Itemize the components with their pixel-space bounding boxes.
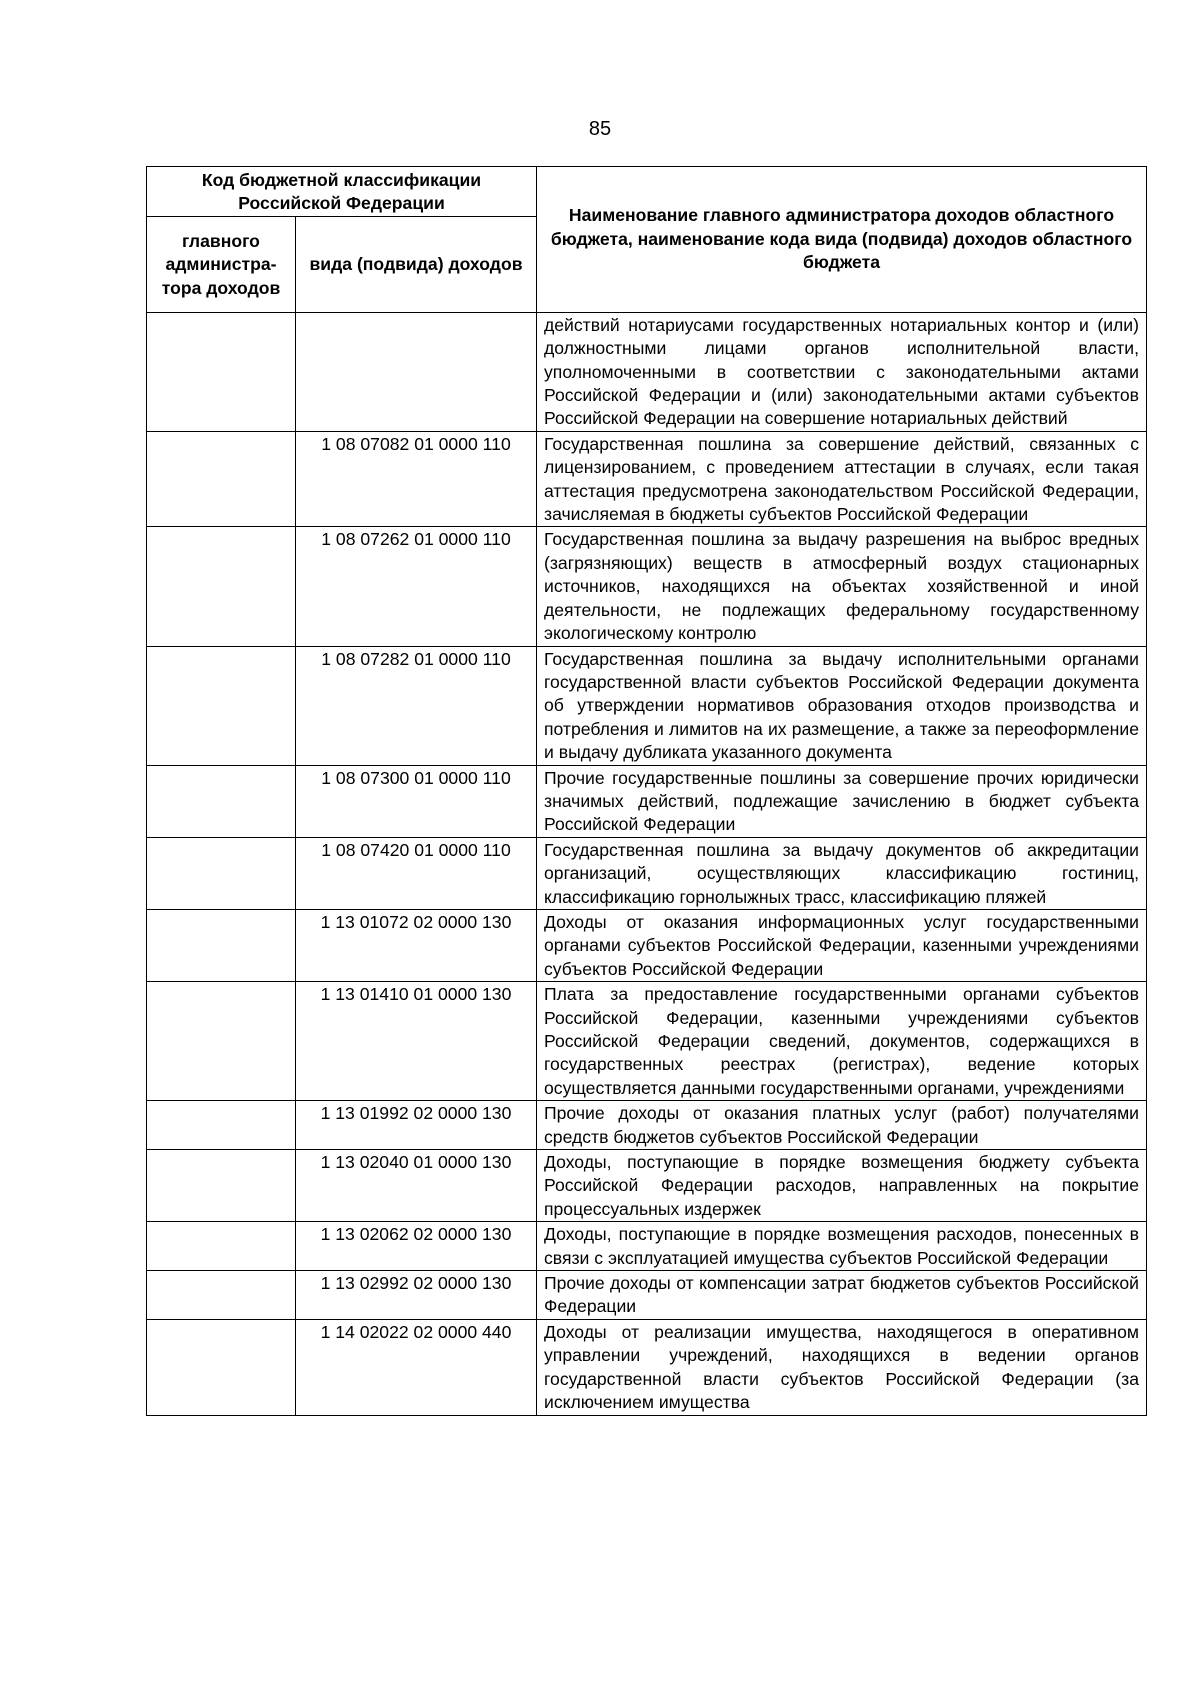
- income-name-cell: Прочие государственные пошлины за совершение прочих юридически значимых действий, подлежащие зачислению в бюджет субъекта Российской Федерации: [537, 765, 1147, 837]
- table-row: [147, 1150, 1147, 1222]
- table-row: [147, 527, 1147, 646]
- income-code-cell: 1 08 07262 01 0000 110: [296, 527, 537, 646]
- admin-code-cell: [147, 527, 296, 646]
- income-name-cell: Государственная пошлина за совершение действий, связанных с лицензированием, с проведением аттестации в случаях, если такая аттестация предусмотрена законодательством Российской Федерации, зачисляемая в бюджеты субъектов Российской Федерации: [537, 431, 1147, 527]
- header-type-column: вида (подвида) доходов: [296, 216, 537, 312]
- admin-code-cell: [147, 1271, 296, 1320]
- admin-code-cell: [147, 312, 296, 431]
- admin-code-cell: [147, 1101, 296, 1150]
- table-row: [147, 1319, 1147, 1415]
- header-name-column: Наименование главного администратора доходов областного бюджета, наименование кода вида (подвида) доходов областного бюджета: [537, 167, 1147, 313]
- admin-code-cell: [147, 982, 296, 1101]
- income-code-cell: 1 13 01992 02 0000 130: [296, 1101, 537, 1150]
- income-name-cell: действий нотариусами государственных нотариальных контор и (или) должностными лицами органов исполнительной власти, уполномоченными в соответствии с законодательными актами Российской Федерации и (или) законодательными актами субъектов Российской Федерации на совершение нотариальных действий: [537, 312, 1147, 431]
- admin-code-cell: [147, 646, 296, 765]
- income-code-cell: 1 13 01072 02 0000 130: [296, 909, 537, 981]
- table-row: [147, 1101, 1147, 1150]
- page-number: 85: [588, 118, 612, 140]
- income-code-cell: 1 08 07300 01 0000 110: [296, 765, 537, 837]
- admin-code-cell: [147, 765, 296, 837]
- table-row: [147, 982, 1147, 1101]
- table-row: [147, 1271, 1147, 1320]
- table-row: [147, 765, 1147, 837]
- income-code-cell: 1 08 07420 01 0000 110: [296, 837, 537, 909]
- income-name-cell: Доходы, поступающие в порядке возмещения бюджету субъекта Российской Федерации расходов, направленных на покрытие процессуальных издержек: [537, 1150, 1147, 1222]
- header-code-group: Код бюджетной классификации Российской Федерации: [147, 167, 537, 217]
- table-row: [147, 1222, 1147, 1271]
- admin-code-cell: [147, 1150, 296, 1222]
- admin-code-cell: [147, 909, 296, 981]
- income-name-cell: Государственная пошлина за выдачу исполнительными органами государственной власти субъектов Российской Федерации документа об утверждении нормативов образования отходов производства и потребления и лимитов на их размещение, а также за переоформление и выдачу дубликата указанного документа: [537, 646, 1147, 765]
- income-code-cell: 1 13 01410 01 0000 130: [296, 982, 537, 1101]
- income-code-cell: 1 08 07282 01 0000 110: [296, 646, 537, 765]
- table-header-row: [147, 167, 1147, 217]
- income-code-cell: 1 14 02022 02 0000 440: [296, 1319, 537, 1415]
- table-row: [147, 909, 1147, 981]
- table-row: [147, 837, 1147, 909]
- table-row: [147, 646, 1147, 765]
- income-name-cell: Плата за предоставление государственными органами субъектов Российской Федерации, казенными учреждениями субъектов Российской Федерации сведений, документов, содержащихся в государственных реестрах (регистрах), ведение которых осуществляется данными государственными органами, учреждениями: [537, 982, 1147, 1101]
- income-name-cell: Доходы от реализации имущества, находящегося в оперативном управлении учреждений, находящихся в ведении органов государственной власти субъектов Российской Федерации (за исключением имущества: [537, 1319, 1147, 1415]
- table-row: [147, 431, 1147, 527]
- income-code-cell: [296, 312, 537, 431]
- income-name-cell: Прочие доходы от оказания платных услуг (работ) получателями средств бюджетов субъектов Российской Федерации: [537, 1101, 1147, 1150]
- income-name-cell: Доходы от оказания информационных услуг государственными органами субъектов Российской Федерации, казенными учреждениями субъектов Российской Федерации: [537, 909, 1147, 981]
- income-code-cell: 1 08 07082 01 0000 110: [296, 431, 537, 527]
- income-name-cell: Государственная пошлина за выдачу разрешения на выброс вредных (загрязняющих) веществ в атмосферный воздух стационарных источников, находящихся на объектах хозяйственной и иной деятельности, не подлежащих федеральному государственному экологическому контролю: [537, 527, 1147, 646]
- income-name-cell: Государственная пошлина за выдачу документов об аккредитации организаций, осуществляющих классификацию гостиниц, классификацию горнолыжных трасс, классификацию пляжей: [537, 837, 1147, 909]
- header-admin-column: главного администра-тора доходов: [147, 216, 296, 312]
- admin-code-cell: [147, 1319, 296, 1415]
- income-name-cell: Прочие доходы от компенсации затрат бюджетов субъектов Российской Федерации: [537, 1271, 1147, 1320]
- income-code-cell: 1 13 02040 01 0000 130: [296, 1150, 537, 1222]
- income-code-cell: 1 13 02062 02 0000 130: [296, 1222, 537, 1271]
- income-code-cell: 1 13 02992 02 0000 130: [296, 1271, 537, 1320]
- income-name-cell: Доходы, поступающие в порядке возмещения расходов, понесенных в связи с эксплуатацией имущества субъектов Российской Федерации: [537, 1222, 1147, 1271]
- admin-code-cell: [147, 431, 296, 527]
- admin-code-cell: [147, 837, 296, 909]
- table-row: [147, 312, 1147, 431]
- budget-classification-table: [146, 166, 1147, 1416]
- admin-code-cell: [147, 1222, 296, 1271]
